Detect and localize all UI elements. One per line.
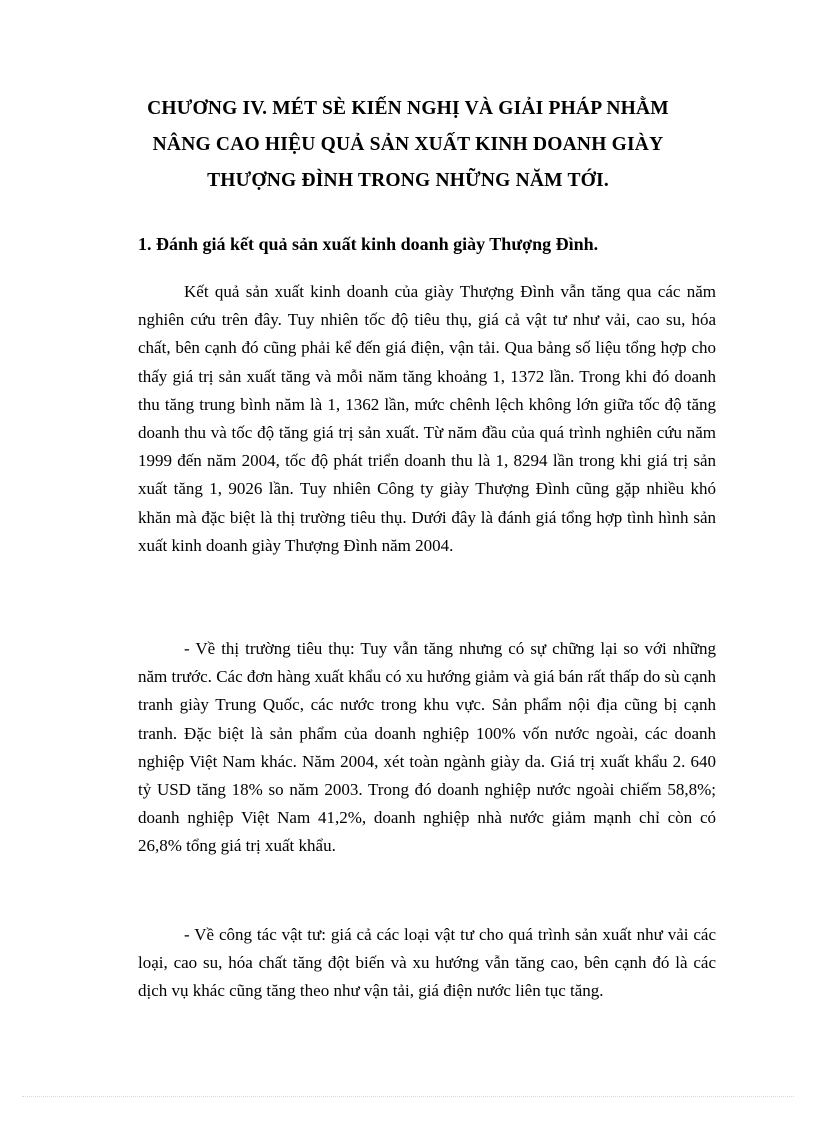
chapter-title-line-2: NÂNG CAO HIỆU QUẢ SẢN XUẤT KINH DOANH GIÀY [152, 134, 664, 155]
section-heading: 1. Đánh giá kết quả sản xuất kinh doanh giày Thượng Đình. [138, 234, 599, 254]
chapter-title-line-1: CHƯƠNG IV. MÉT SÈ KIẾN NGHỊ VÀ GIẢI PHÁP NHẰM [147, 98, 669, 119]
chapter-title [100, 91, 716, 199]
chapter-title-line-3: THƯỢNG ĐÌNH TRONG NHỮNG NĂM TỚI. [207, 170, 609, 191]
page-bottom-divider [22, 1096, 794, 1097]
paragraph-consumer-market: - Về thị trường tiêu thụ: Tuy vẫn tăng nhưng có sự chững lại so với những năm trước. Các đơn hàng xuất khẩu có xu hướng giảm và giá bán rất thấp do sù cạnh tranh giày Trung Quốc, các nước trong khu vực. Sản phẩm nội địa cũng bị cạnh tranh. Đặc biệt là sản phẩm của doanh nghiệp 100% vốn nước ngoài, các doanh nghiệp Việt Nam khác. Năm 2004, xét toàn ngành giày da. Giá trị xuất khẩu 2. 640 tỷ USD tăng 18% so năm 2003. Trong đó doanh nghiệp nước ngoài chiếm 58,8%; doanh nghiệp Việt Nam 41,2%, doanh nghiệp nhà nước giảm mạnh chỉ còn có 26,8% tổng giá trị xuất khẩu. [138, 639, 716, 856]
paragraph-materials: - Về công tác vật tư: giá cả các loại vật tư cho quá trình sản xuất như vải các loại, cao su, hóa chất tăng đột biến và xu hướng vẫn tăng cao, bên cạnh đó là các dịch vụ khác cũng tăng theo như vận tải, giá điện nước liên tục tăng. [138, 925, 716, 1001]
paragraph-business-results: Kết quả sản xuất kinh doanh của giày Thượng Đình vẫn tăng qua các năm nghiên cứu trên đây. Tuy nhiên tốc độ tiêu thụ, giá cả vật tư như vải, cao su, hóa chất, bên cạnh đó cũng phải kể đến giá điện, vận tải. Qua bảng số liệu tổng hợp cho thấy giá trị sản xuất tăng và mỗi năm tăng khoảng 1, 1372 lần. Trong khi đó doanh thu tăng trung bình năm là 1, 1362 lần, mức chênh lệch không lớn giữa tốc độ tăng doanh thu và tốc độ tăng giá trị sản xuất. Từ năm đầu của quá trình nghiên cứu năm 1999 đến năm 2004, tốc độ phát triển doanh thu là 1, 8294 lần trong khi giá trị sản xuất tăng 1, 9026 lần. Tuy nhiên Công ty giày Thượng Đình cũng gặp nhiều khó khăn mà đặc biệt là thị trường tiêu thụ. Dưới đây là đánh giá tổng hợp tình hình sản xuất kinh doanh giày Thượng Đình năm 2004. [138, 282, 716, 555]
